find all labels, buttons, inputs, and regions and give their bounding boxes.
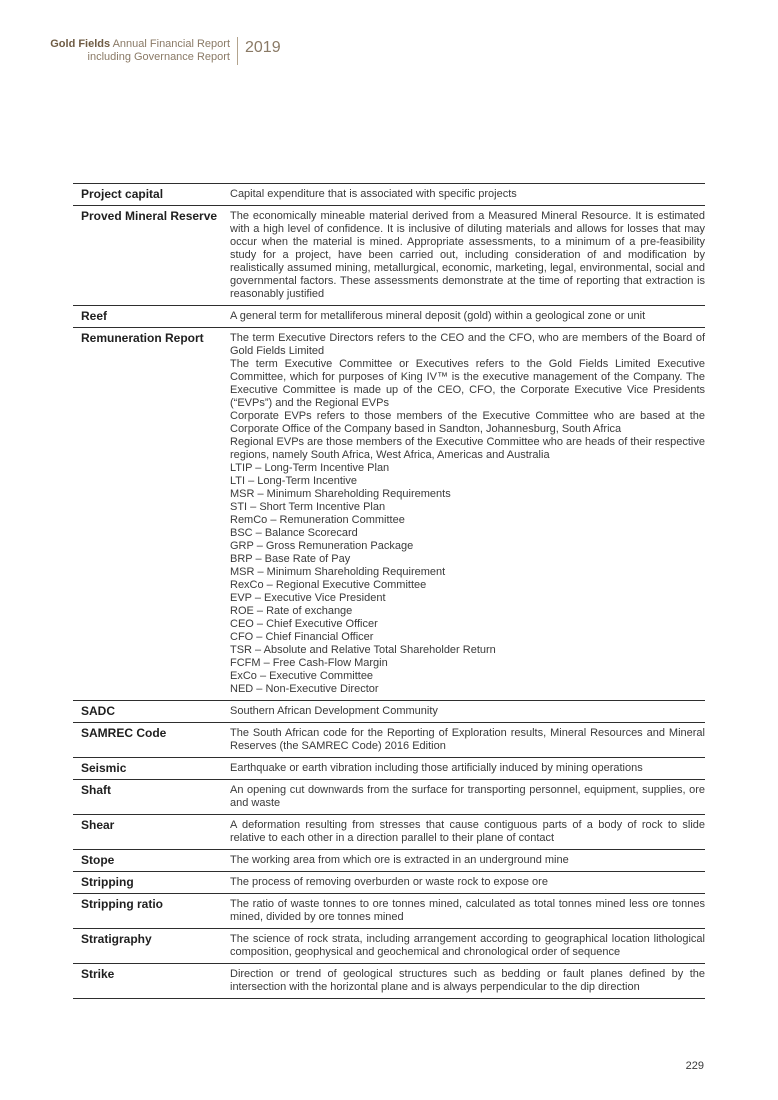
- glossary-row: [73, 929, 705, 964]
- report-year: 2019: [245, 39, 281, 56]
- definition-line: CFO – Chief Financial Officer: [230, 631, 374, 643]
- glossary-row: [73, 206, 705, 306]
- definition-line: ROE – Rate of exchange: [230, 605, 353, 617]
- glossary-definition: [230, 854, 705, 867]
- definition-line: Southern African Development Community: [230, 705, 438, 717]
- glossary-term: Remuneration Report: [81, 331, 204, 345]
- glossary-definition: [230, 705, 705, 718]
- definition-line: The science of rock strata, including arrangement according to geographical location lithological composition, geophysical and geochemical and chronological order of sequence: [230, 933, 705, 958]
- report-header: [0, 38, 230, 64]
- definition-line: MSR – Minimum Shareholding Requirement: [230, 566, 446, 578]
- glossary-term: SADC: [81, 704, 116, 718]
- page-number: 229: [685, 1060, 704, 1072]
- glossary-definition: [230, 310, 705, 323]
- definition-line: A general term for metalliferous mineral deposit (gold) within a geological zone or unit: [230, 310, 646, 322]
- glossary-definition: [230, 727, 705, 753]
- definition-line: Direction or trend of geological structures such as bedding or fault planes defined by the intersection with the horizontal plane and is always perpendicular to the dip direction: [230, 968, 705, 993]
- glossary-definition: [230, 819, 705, 845]
- definition-line: The process of removing overburden or waste rock to expose ore: [230, 876, 548, 888]
- glossary-row: [73, 328, 705, 701]
- glossary-definition: [230, 968, 705, 994]
- glossary-row: [73, 850, 705, 872]
- glossary-row: [73, 815, 705, 850]
- definition-line: RemCo – Remuneration Committee: [230, 514, 405, 526]
- glossary-term: Project capital: [81, 187, 164, 201]
- glossary-row: [73, 780, 705, 815]
- glossary-term: SAMREC Code: [81, 726, 167, 740]
- definition-line: GRP – Gross Remuneration Package: [230, 540, 414, 552]
- glossary-term: Reef: [81, 309, 108, 323]
- definition-line: The South African code for the Reporting of Exploration results, Mineral Resources and Mineral Reserves (the SAMREC Code) 2016 Edition: [230, 727, 705, 752]
- glossary-row: [73, 894, 705, 929]
- glossary-term: Stope: [81, 853, 115, 867]
- glossary-term: Stripping ratio: [81, 897, 163, 911]
- definition-line: MSR – Minimum Shareholding Requirements: [230, 488, 451, 500]
- glossary-term: Shaft: [81, 783, 111, 797]
- definition-line: Corporate EVPs refers to those members of the Executive Committee who are based at the Corporate Office of the Company based in Sandton, Johannesburg, South Africa: [230, 410, 705, 435]
- glossary-term: Stripping: [81, 875, 134, 889]
- header-line-1: [0, 38, 230, 51]
- glossary-row: [73, 758, 705, 780]
- definition-line: BSC – Balance Scorecard: [230, 527, 358, 539]
- glossary-term: Strike: [81, 967, 115, 981]
- glossary-term: Proved Mineral Reserve: [81, 209, 218, 223]
- definition-line: The working area from which ore is extracted in an underground mine: [230, 854, 569, 866]
- definition-line: RexCo – Regional Executive Committee: [230, 579, 427, 591]
- glossary-row: [73, 872, 705, 894]
- glossary-definition: [230, 332, 705, 696]
- definition-line: The term Executive Directors refers to the CEO and the CFO, who are members of the Board of Gold Fields Limited: [230, 332, 705, 357]
- glossary-definition: [230, 933, 705, 959]
- definition-line: LTIP – Long-Term Incentive Plan: [230, 462, 390, 474]
- definition-line: FCFM – Free Cash-Flow Margin: [230, 657, 388, 669]
- glossary-row: [73, 306, 705, 328]
- definition-line: Capital expenditure that is associated with specific projects: [230, 188, 517, 200]
- glossary-row: [73, 723, 705, 758]
- report-title: Annual Financial Report: [112, 38, 230, 50]
- header-divider: [237, 37, 238, 65]
- glossary-term: Shear: [81, 818, 115, 832]
- definition-line: The term Executive Committee or Executives refers to the Gold Fields Limited Executive Committee, which for purposes of King IV™ is the executive management of the Company. The Executive Committee is made up of the CEO, CFO, the Corporate Executive Vice Presidents (“EVPs”) and the Regional EVPs: [230, 358, 705, 409]
- definition-line: ExCo – Executive Committee: [230, 670, 374, 682]
- glossary-definition: [230, 762, 705, 775]
- glossary-definition: [230, 210, 705, 301]
- definition-line: BRP – Base Rate of Pay: [230, 553, 351, 565]
- report-subtitle: including Governance Report: [87, 51, 230, 63]
- definition-line: The ratio of waste tonnes to ore tonnes mined, calculated as total tonnes mined less ore tonnes mined, divided by ore tonnes mined: [230, 898, 705, 923]
- definition-line: CEO – Chief Executive Officer: [230, 618, 378, 630]
- glossary-definition: [230, 188, 705, 201]
- glossary-term: Seismic: [81, 761, 127, 775]
- definition-line: The economically mineable material derived from a Measured Mineral Resource. It is estimated with a high level of confidence. It is inclusive of diluting materials and allows for losses that may occur when the material is mined. Appropriate assessments, to a minimum of a pre-feasibility study for a project, have been carried out, including consideration of and modification by realistically assumed mining, metallurgical, economic, marketing, legal, environmental, social and governmental factors. These assessments demonstrate at the time of reporting that extraction is reasonably justified: [230, 210, 705, 300]
- brand-name: Gold Fields: [50, 38, 111, 50]
- glossary-definition: [230, 898, 705, 924]
- definition-line: A deformation resulting from stresses that cause contiguous parts of a body of rock to slide relative to each other in a direction parallel to their plane of contact: [230, 819, 705, 844]
- glossary-definition: [230, 876, 705, 889]
- definition-line: Earthquake or earth vibration including those artificially induced by mining operations: [230, 762, 643, 774]
- glossary-row: [73, 964, 705, 999]
- definition-line: Regional EVPs are those members of the Executive Committee who are heads of their respective regions, namely South Africa, West Africa, Americas and Australia: [230, 436, 705, 461]
- glossary-row: [73, 701, 705, 723]
- glossary-term: Stratigraphy: [81, 932, 152, 946]
- glossary-row: [73, 184, 705, 206]
- definition-line: STI – Short Term Incentive Plan: [230, 501, 386, 513]
- definition-line: NED – Non-Executive Director: [230, 683, 379, 695]
- glossary-table: [73, 183, 705, 999]
- glossary-definition: [230, 784, 705, 810]
- definition-line: An opening cut downwards from the surface for transporting personnel, equipment, supplies, ore and waste: [230, 784, 705, 809]
- definition-line: EVP – Executive Vice President: [230, 592, 386, 604]
- definition-line: TSR – Absolute and Relative Total Shareholder Return: [230, 644, 496, 656]
- definition-line: LTI – Long-Term Incentive: [230, 475, 357, 487]
